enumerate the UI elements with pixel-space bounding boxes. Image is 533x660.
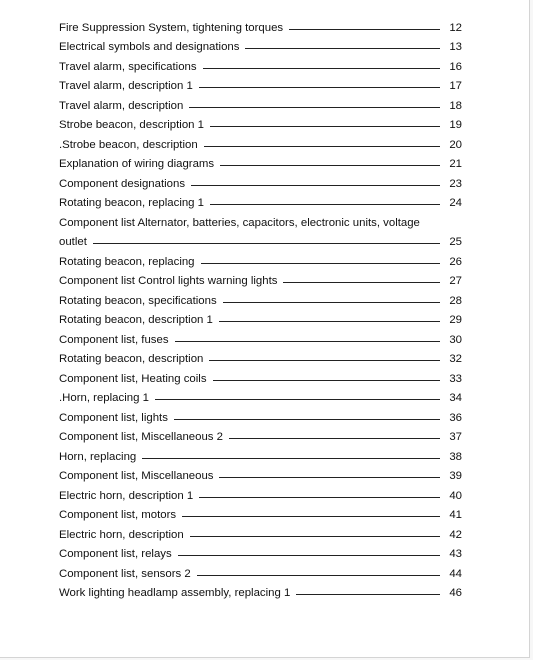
toc-entry-title: .Horn, replacing 1 bbox=[59, 392, 149, 405]
toc-leader-line bbox=[283, 282, 440, 283]
toc-entry[interactable] bbox=[59, 350, 462, 370]
toc-entry-page-number: 43 bbox=[449, 548, 462, 561]
toc-leader-line bbox=[289, 29, 440, 30]
toc-entry-title: Horn, replacing bbox=[59, 450, 137, 463]
toc-entry[interactable] bbox=[59, 408, 462, 428]
toc-leader-line bbox=[93, 243, 440, 244]
toc-entry-page-number: 40 bbox=[449, 489, 462, 502]
toc-leader-line bbox=[190, 536, 440, 537]
toc-entry[interactable] bbox=[59, 428, 462, 448]
toc-entry-title: Fire Suppression System, tightening torques bbox=[59, 21, 284, 34]
toc-entry-title: Electric horn, description bbox=[59, 528, 184, 541]
toc-entry[interactable] bbox=[59, 486, 462, 506]
toc-entry-title: Component list, sensors 2 bbox=[59, 567, 191, 580]
toc-entry-page-number: 44 bbox=[449, 567, 462, 580]
toc-entry[interactable] bbox=[59, 369, 462, 389]
toc-entry-page-number: 24 bbox=[449, 197, 462, 210]
toc-leader-line bbox=[220, 165, 440, 166]
toc-entry[interactable] bbox=[59, 564, 462, 584]
toc-entry-title-continuation: outlet bbox=[59, 236, 87, 249]
toc-leader-line bbox=[182, 516, 440, 517]
toc-entry-title: Component list, lights bbox=[59, 411, 168, 424]
toc-leader-line bbox=[203, 68, 440, 69]
toc-entry-title: Component list Alternator, batteries, capacitors, electronic units, voltage bbox=[59, 216, 420, 229]
toc-entry-page-number: 19 bbox=[449, 119, 462, 132]
toc-entry-page-number: 30 bbox=[449, 333, 462, 346]
toc-entry[interactable] bbox=[59, 525, 462, 545]
toc-entry[interactable] bbox=[59, 194, 462, 214]
toc-leader-line bbox=[210, 204, 440, 205]
toc-entry-title: Travel alarm, specifications bbox=[59, 60, 197, 73]
toc-entry-page-number: 36 bbox=[449, 411, 462, 424]
toc-entry-page-number: 32 bbox=[449, 353, 462, 366]
toc-entry[interactable] bbox=[59, 252, 462, 272]
toc-leader-line bbox=[199, 497, 440, 498]
toc-entry-title: Component list, relays bbox=[59, 548, 172, 561]
toc-entry-title: Rotating beacon, replacing 1 bbox=[59, 197, 205, 210]
toc-entry-page-number: 29 bbox=[449, 314, 462, 327]
toc-entry-page-number: 17 bbox=[449, 80, 462, 93]
toc-entry-title: Component list, Heating coils bbox=[59, 372, 207, 385]
toc-entry-title: Travel alarm, description bbox=[59, 99, 184, 112]
toc-entry[interactable] bbox=[59, 18, 462, 38]
toc-entry-page-number: 46 bbox=[449, 587, 462, 600]
toc-entry-page-number: 39 bbox=[449, 470, 462, 483]
toc-entry-title: Travel alarm, description 1 bbox=[59, 80, 193, 93]
toc-leader-line bbox=[197, 575, 440, 576]
toc-entry-title: Component list Control lights warning lights bbox=[59, 275, 278, 288]
toc-entry[interactable] bbox=[59, 116, 462, 136]
toc-entry[interactable] bbox=[59, 213, 462, 252]
toc-entry-page-number: 28 bbox=[449, 294, 462, 307]
toc-entry-title: Component designations bbox=[59, 177, 186, 190]
toc-entry-page-number: 18 bbox=[449, 99, 462, 112]
toc-entry-page-number: 41 bbox=[449, 509, 462, 522]
toc-entry-title: Explanation of wiring diagrams bbox=[59, 158, 215, 171]
toc-leader-line bbox=[191, 185, 440, 186]
toc-entry[interactable] bbox=[59, 467, 462, 487]
toc-leader-line bbox=[175, 341, 440, 342]
toc-entry-title: Component list, Miscellaneous 2 bbox=[59, 431, 223, 444]
toc-leader-line bbox=[178, 555, 440, 556]
toc-entry[interactable] bbox=[59, 135, 462, 155]
toc-entry-title: Work lighting headlamp assembly, replacing 1 bbox=[59, 587, 291, 600]
toc-leader-line bbox=[209, 360, 440, 361]
toc-entry-title: Rotating beacon, replacing bbox=[59, 255, 195, 268]
toc-leader-line bbox=[201, 263, 440, 264]
toc-entry-page-number: 34 bbox=[449, 392, 462, 405]
toc-leader-line bbox=[219, 321, 440, 322]
toc-leader-line bbox=[296, 594, 440, 595]
toc-entry[interactable] bbox=[59, 77, 462, 97]
toc-entry[interactable] bbox=[59, 447, 462, 467]
toc-entry-page-number: 37 bbox=[449, 431, 462, 444]
toc-entry-page-number: 20 bbox=[449, 138, 462, 151]
toc-entry-page-number: 16 bbox=[449, 60, 462, 73]
toc-entry[interactable] bbox=[59, 330, 462, 350]
toc-entry[interactable] bbox=[59, 506, 462, 526]
toc-leader-line bbox=[189, 107, 440, 108]
toc-leader-line bbox=[223, 302, 440, 303]
toc-entry-page-number: 42 bbox=[449, 528, 462, 541]
toc-leader-line bbox=[213, 380, 440, 381]
toc-leader-line bbox=[142, 458, 440, 459]
toc-entry[interactable] bbox=[59, 155, 462, 175]
toc-entry-page-number: 13 bbox=[449, 41, 462, 54]
toc-entry[interactable] bbox=[59, 57, 462, 77]
toc-entry-title: Electric horn, description 1 bbox=[59, 489, 194, 502]
toc-entry-page-number: 38 bbox=[449, 450, 462, 463]
toc-entry[interactable] bbox=[59, 96, 462, 116]
toc-entry-page-number: 25 bbox=[449, 236, 462, 249]
toc-entry[interactable] bbox=[59, 389, 462, 409]
toc-entry-page-number: 12 bbox=[449, 21, 462, 34]
toc-leader-line bbox=[219, 477, 440, 478]
toc-leader-line bbox=[229, 438, 440, 439]
toc-entry-title: .Strobe beacon, description bbox=[59, 138, 198, 151]
toc-entry[interactable] bbox=[59, 38, 462, 58]
toc-entry-title: Rotating beacon, description 1 bbox=[59, 314, 213, 327]
toc-entry-page-number: 33 bbox=[449, 372, 462, 385]
toc-entry[interactable] bbox=[59, 291, 462, 311]
toc-entry-title: Rotating beacon, specifications bbox=[59, 294, 217, 307]
toc-entry-title: Component list, fuses bbox=[59, 333, 169, 346]
toc-leader-line bbox=[199, 87, 440, 88]
toc-entry[interactable] bbox=[59, 311, 462, 331]
toc-entry-page-number: 26 bbox=[449, 255, 462, 268]
toc-entry-title: Rotating beacon, description bbox=[59, 353, 204, 366]
toc-leader-line bbox=[174, 419, 440, 420]
toc-entry-page-number: 23 bbox=[449, 177, 462, 190]
toc-entry[interactable] bbox=[59, 174, 462, 194]
toc-entry-title: Component list, Miscellaneous bbox=[59, 470, 214, 483]
toc-entry-title: Strobe beacon, description 1 bbox=[59, 119, 205, 132]
toc-leader-line bbox=[245, 48, 440, 49]
toc-entry-page-number: 27 bbox=[449, 275, 462, 288]
toc-entry[interactable] bbox=[59, 272, 462, 292]
toc-entry-title: Electrical symbols and designations bbox=[59, 41, 240, 54]
toc-entry-page-number: 21 bbox=[449, 158, 462, 171]
toc-entry-title: Component list, motors bbox=[59, 509, 177, 522]
toc-entry[interactable] bbox=[59, 545, 462, 565]
toc-leader-line bbox=[155, 399, 440, 400]
toc-entry[interactable] bbox=[59, 584, 462, 604]
toc-leader-line bbox=[210, 126, 440, 127]
table-of-contents bbox=[59, 18, 462, 603]
toc-leader-line bbox=[204, 146, 440, 147]
